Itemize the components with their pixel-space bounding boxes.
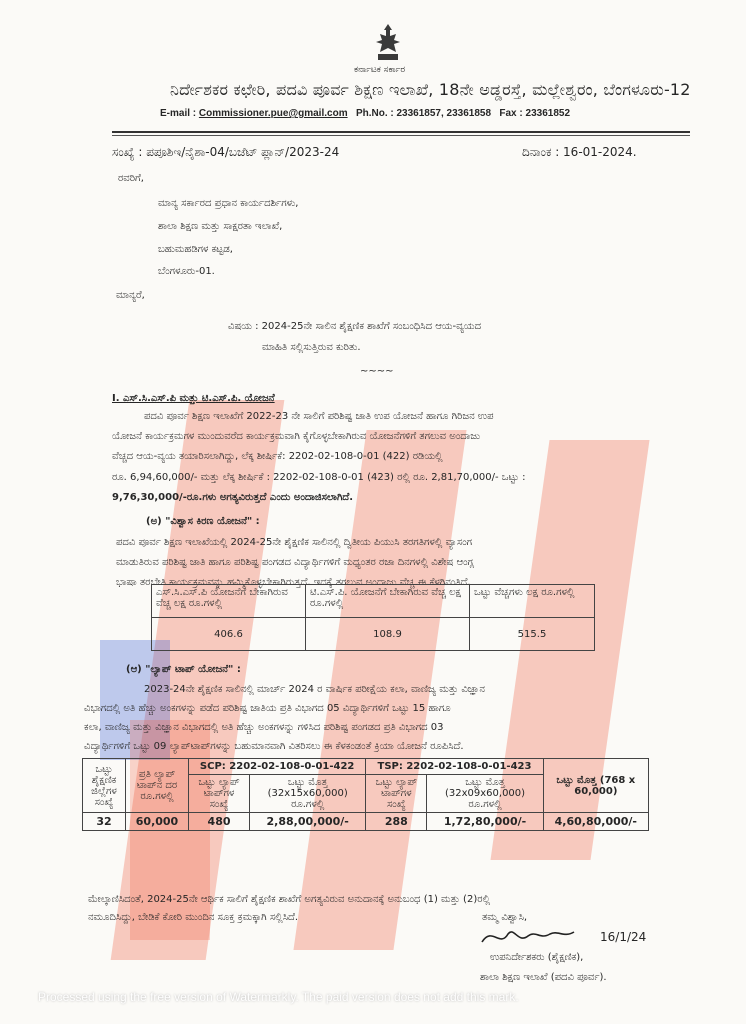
table-cell: 480 (189, 813, 250, 831)
subsection-heading: (ಆ) "ಲ್ಯಾಪ್ ಟಾಪ್ ಯೋಜನೆ" : (126, 664, 241, 675)
paragraph-line: ವಿಭಾಗದಲ್ಲಿ ಅತಿ ಹೆಚ್ಚು ಅಂಕಗಳನ್ನು ಪಡೆದ ಪರಿಶಿಷ್ಟ ಜಾತಿಯ ಪ್ರತಿ ವಿಭಾಗದ 05 ವಿದ್ಯಾರ್ಥಿಗಳಿಗೆ ಒಟ್ಟು 15 ಹಾಗೂ (84, 703, 451, 714)
table-header-cell: ಒಟ್ಟು ಮೊತ್ತ (32x09x60,000) ರೂ.ಗಳಲ್ಲಿ (427, 775, 543, 813)
table-header-row (83, 759, 649, 775)
table-cell: 406.6 (152, 618, 306, 651)
phone-value: 23361857, 23361858 (396, 108, 492, 119)
contact-line (160, 108, 570, 119)
table-header-cell: ಎಸ್.ಸಿ.ಎಸ್.ಪಿ ಯೋಜನೆಗೆ ಬೇಕಾಗಿರುವ ವೆಚ್ಚ ಲಕ್ಷ ರೂ.ಗಳಲ್ಲಿ (152, 585, 306, 618)
paragraph-line: ಪದವಿ ಪೂರ್ವ ಶಿಕ್ಷಣ ಇಲಾಖೆಯಲ್ಲಿ 2024-25ನೇ ಶೈಕ್ಷಣಿಕ ಸಾಲಿನಲ್ಲಿ ದ್ವಿತೀಯ ಪಿಯುಸಿ ತರಗತಿಗಳಲ್ಲಿ ವ್ಯಾಸಂಗ (116, 537, 473, 548)
letter-date: ದಿನಾಂಕ : 16-01-2024. (522, 145, 637, 159)
signatory-designation: ಉಪನಿರ್ದೇಶಕರು (ಶೈಕ್ಷಣಿಕ), (490, 952, 584, 963)
recipient-salutation: ರವರಿಗೆ, (118, 173, 144, 184)
fax-value: 23361852 (525, 108, 571, 119)
header-rule (112, 131, 690, 133)
paragraph-line: ಯೋಜನೆ ಕಾರ್ಯಕ್ರಮಗಳ ಮುಂದುವರೆದ ಕಾರ್ಯಕ್ರಮವಾಗಿ ಕೈಗೊಳ್ಳಬೇಕಾಗಿರುವ ಯೋಜನೆಗಳಿಗೆ ತಗಲುವ ಅಂದಾಜು (112, 431, 481, 442)
subject-line: ವಿಷಯ : 2024-25ನೇ ಸಾಲಿನ ಶೈಕ್ಷಣಿಕ ಶಾಖೆಗೆ ಸಂಬಂಧಿಸಿದ ಆಯ-ವ್ಯಯದ (228, 321, 482, 332)
table-header-cell: ಒಟ್ಟು ಮೊತ್ತ (32x15x60,000) ರೂ.ಗಳಲ್ಲಿ (250, 775, 366, 813)
table-cell: 108.9 (306, 618, 470, 651)
table-cell: 515.5 (470, 618, 595, 651)
email-label: E-mail : (160, 108, 197, 119)
closing-line: ಮೇಲ್ಕಾಣಿಸಿದಂತೆ, 2024-25ನೇ ಆರ್ಥಿಕ ಸಾಲಿಗೆ ಶೈಕ್ಷಣಿಕ ಶಾಖೆಗೆ ಅಗತ್ಯವಿರುವ ಅನುದಾನಕ್ಕೆ ಅನುಬಂಧ (1) ಮತ್ತು (2)ರಲ್ಲಿ (88, 894, 491, 905)
closing-line: ನಮೂದಿಸಿದ್ದು, ಬೇಡಿಕೆ ಕೋರಿ ಮುಂದಿನ ಸೂಕ್ತ ಕ್ರಮಕ್ಕಾಗಿ ಸಲ್ಲಿಸಿದೆ. (88, 912, 299, 923)
table-header-cell: SCP: 2202-02-108-0-01-422 (189, 759, 366, 775)
paragraph-line: ವೆಚ್ಚದ ಆಯ-ವ್ಯಯ ತಯಾರಿಸಲಾಗಿದ್ದು, ಲೆಕ್ಕ ಶೀರ್ಷಿಕೆ: 2202-02-108-0-01 (422) ರಡಿಯಲ್ಲಿ (112, 451, 443, 462)
table-header-cell: ಪ್ರತಿ ಲ್ಯಾಪ್ ಟಾಪ್‌ನ ದರ ರೂ.ಗಳಲ್ಲಿ (126, 759, 189, 813)
table-cell: 60,000 (126, 813, 189, 831)
paragraph-line: 9,76,30,000/-ರೂ.ಗಳು ಅಗತ್ಯವಿರುತ್ತದೆ ಎಂದು ಅಂದಾಜಿಸಲಾಗಿದೆ. (112, 492, 354, 503)
paragraph-line: ಪದವಿ ಪೂರ್ವ ಶಿಕ್ಷಣ ಇಲಾಖೆಗೆ 2022-23 ನೇ ಸಾಲಿಗೆ ಪರಿಶಿಷ್ಟ ಜಾತಿ ಉಪ ಯೋಜನೆ ಹಾಗೂ ಗಿರಿಜನ ಉಪ (144, 411, 494, 422)
address-line: ಬೆಂಗಳೂರು-01. (158, 266, 215, 277)
paragraph-line: ಕಲಾ, ವಾಣಿಜ್ಯ ಮತ್ತು ವಿಜ್ಞಾನ ವಿಭಾಗದಲ್ಲಿ ಅತಿ ಹೆಚ್ಚು ಅಂಕಗಳನ್ನು ಗಳಿಸಿದ ಪರಿಶಿಷ್ಟ ಪಂಗಡದ ಪ್ರತಿ ವಿಭಾಗದ 03 (84, 722, 444, 733)
paragraph-line: 2023-24ನೇ ಶೈಕ್ಷಣಿಕ ಸಾಲಿನಲ್ಲಿ ಮಾರ್ಚ್ 2024 ರ ವಾರ್ಷಿಕ ಪರೀಕ್ಷೆಯ ಕಲಾ, ವಾಣಿಜ್ಯ ಮತ್ತು ವಿಜ್ಞಾನ (144, 684, 485, 695)
table-row (83, 813, 649, 831)
signatory-department: ಶಾಲಾ ಶಿಕ್ಷಣ ಇಲಾಖೆ (ಪದವಿ ಪೂರ್ವ). (480, 972, 607, 983)
paragraph-line: ಮಾಡುತಿರುವ ಪರಿಶಿಷ್ಟ ಜಾತಿ ಹಾಗೂ ಪರಿಶಿಷ್ಟ ಪಂಗಡದ ವಿದ್ಯಾರ್ಥಿಗಳಿಗೆ ಮಧ್ಯಂತರ ರಜಾ ದಿನಗಳಲ್ಲಿ ವಿಶೇಷ ಆಂಗ್ಲ (116, 557, 475, 568)
address-line: ಶಾಲಾ ಶಿಕ್ಷಣ ಮತ್ತು ಸಾಕ್ಷರತಾ ಇಲಾಖೆ, (158, 221, 283, 232)
table-header-row (152, 585, 595, 618)
greeting: ಮಾನ್ಯರೆ, (116, 290, 145, 301)
table-cell: 288 (366, 813, 427, 831)
email-link[interactable]: Commissioner.pue@gmail.com (198, 108, 348, 119)
paragraph-line: ರೂ. 6,94,60,000/- ಮತ್ತು ಲೆಕ್ಕ ಶೀರ್ಷಿಕೆ : 2202-02-108-0-01 (423) ರಲ್ಲಿ ರೂ. 2,81,70,000/- ಒಟ್ಟು : (112, 472, 526, 483)
signature-date: 16/1/24 (600, 930, 647, 944)
table-row (152, 618, 595, 651)
phone-label: Ph.No. : (355, 108, 394, 119)
table-header-cell: ಒಟ್ಟು ಲ್ಯಾಪ್ ಟಾಪ್‌ಗಳ ಸಂಖ್ಯೆ (366, 775, 427, 813)
address-line: ಮಾನ್ಯ ಸರ್ಕಾರದ ಪ್ರಧಾನ ಕಾರ್ಯದರ್ಶಿಗಳು, (158, 198, 299, 209)
paragraph-line: ಭಾಷಾ ತರಬೇತಿ ಕಾರ್ಯಕ್ರಮವನ್ನು ಹಮ್ಮಿಕೊಳ್ಳಬೇಕಾಗಿರುತ್ತದೆ. ಇದಕ್ಕೆ ತಗಲುವ ಅಂದಾಜು ವೆಚ್ಚ ಈ ಕೆಳಗಿನಂತಿದೆ. (116, 577, 471, 588)
subsection-heading: (ಅ) "ವಿಶ್ವಾಸ ಕಿರಣ ಯೋಜನೆ" : (146, 516, 260, 527)
separator: ~~~~ (360, 366, 394, 377)
office-address: ನಿರ್ದೇಶಕರ ಕಛೇರಿ, ಪದವಿ ಪೂರ್ವ ಶಿಕ್ಷಣ ಇಲಾಖೆ, 18ನೇ ಅಡ್ಡರಸ್ತೆ, ಮಲ್ಲೇಶ್ವರಂ, ಬೆಂಗಳೂರು-12 (170, 80, 691, 99)
laptop-scheme-table (82, 758, 649, 831)
subject-line: ಮಾಹಿತಿ ಸಲ್ಲಿಸುತ್ತಿರುವ ಕುರಿತು. (262, 342, 361, 353)
table-cell: 1,72,80,000/- (427, 813, 543, 831)
yours-faithfully: ತಮ್ಮ ವಿಶ್ವಾಸಿ, (482, 912, 528, 923)
table-header-cell: ಒಟ್ಟು ವೆಚ್ಚಗಳು ಲಕ್ಷ ರೂ.ಗಳಲ್ಲಿ (470, 585, 595, 618)
scsp-tsp-budget-table (151, 584, 595, 651)
address-line: ಬಹುಮಹಡಿಗಳ ಕಟ್ಟಡ, (158, 244, 233, 255)
paragraph-line: ವಿದ್ಯಾರ್ಥಿಗಳಿಗೆ ಒಟ್ಟು 09 ಲ್ಯಾಪ್‌ಟಾಪ್‌ಗಳನ್ನು ಬಹುಮಾನವಾಗಿ ವಿತರಿಸಲು ಈ ಕೆಳಕಂಡಂತೆ ಕ್ರಿಯಾ ಯೋಜನೆ ರೂಪಿಸಿದೆ. (84, 741, 464, 752)
government-label: ಕರ್ನಾಟಕ ಸರ್ಕಾರ (354, 65, 406, 75)
table-header-cell: ಒಟ್ಟು ಮೊತ್ತ (768 x 60,000) (543, 759, 648, 813)
reference-number: ಸಂಖ್ಯೆ : ಪಪೂಶಿಇ/ನೈಶಾ-04/ಬಜೆಟ್ ಪ್ಲಾನ್/2023-24 (112, 145, 340, 159)
table-header-cell: ಒಟ್ಟು ಶೈಕ್ಷಣಿಕ ಜಿಲ್ಲೆಗಳ ಸಂಖ್ಯೆ (83, 759, 126, 813)
header-rule (112, 135, 690, 136)
fax-label: Fax : (499, 108, 523, 119)
watermark-text: Processed using the free version of Watermarkly. The paid version does not add this mark. (38, 990, 519, 1004)
table-header-cell: TSP: 2202-02-108-0-01-423 (366, 759, 543, 775)
state-emblem-icon (368, 22, 408, 64)
section-heading: I. ಎಸ್.ಸಿ.ಎಸ್.ಪಿ ಮತ್ತು ಟಿ.ಎಸ್.ಪಿ. ಯೋಜನೆ (112, 393, 275, 404)
table-header-cell: ಒಟ್ಟು ಲ್ಯಾಪ್ ಟಾಪ್‌ಗಳ ಸಂಖ್ಯೆ (189, 775, 250, 813)
table-cell: 4,60,80,000/- (543, 813, 648, 831)
table-cell: 2,88,00,000/- (250, 813, 366, 831)
table-cell: 32 (83, 813, 126, 831)
table-header-cell: ಟಿ.ಎಸ್.ಪಿ. ಯೋಜನೆಗೆ ಬೇಕಾಗಿರುವ ವೆಚ್ಚ ಲಕ್ಷ ರೂ.ಗಳಲ್ಲಿ (306, 585, 470, 618)
